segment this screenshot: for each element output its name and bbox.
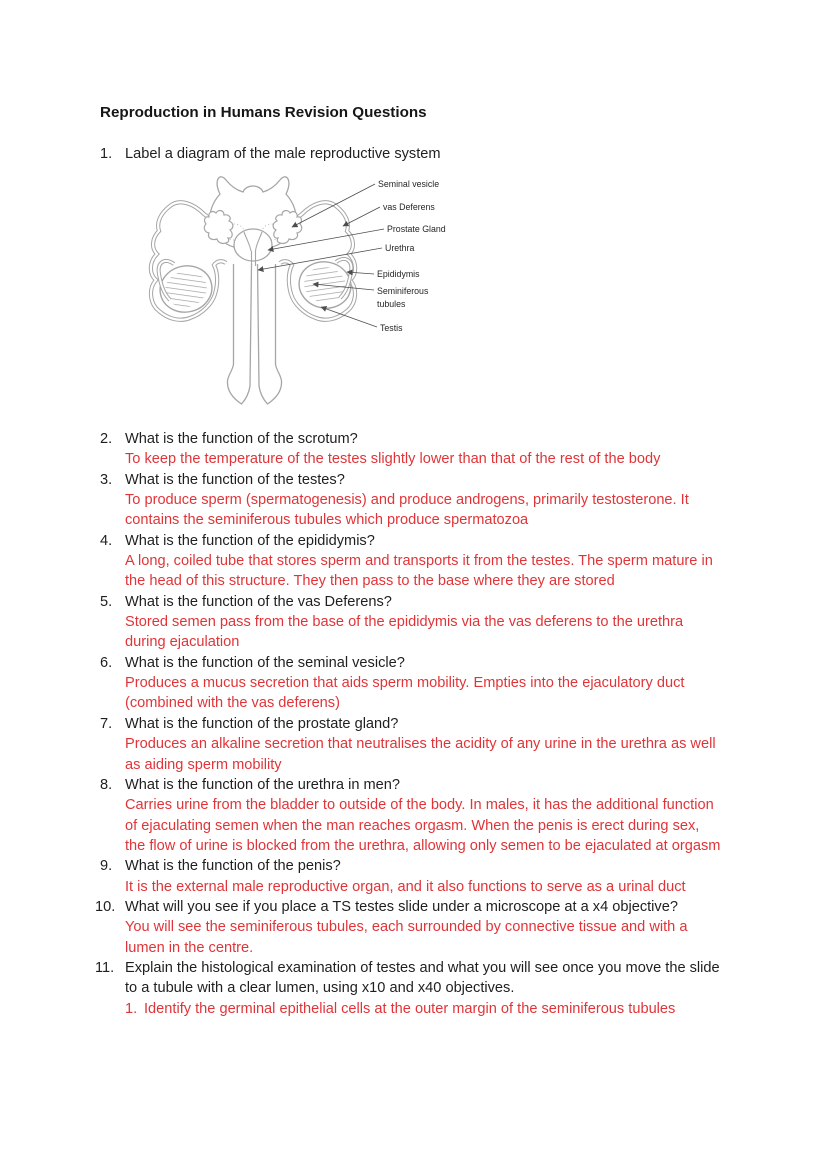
question-number: 6. (100, 654, 113, 671)
question-number: 1. (100, 146, 113, 162)
label-urethra: Urethra (385, 243, 415, 253)
answer-text: You will see the seminiferous tubules, each surrounded by connective tissue and with a lumen in the centre. (125, 919, 688, 956)
question-list (95, 429, 735, 1019)
label-epididymis: Epididymis (377, 269, 420, 279)
question-item (95, 429, 735, 470)
sub-answer-number: 1. (125, 1000, 138, 1017)
question-text: What is the function of the scrotum? (125, 431, 358, 447)
question-item (95, 714, 735, 775)
penis-shaft-right (258, 264, 282, 404)
question-number: 10. (95, 898, 116, 915)
answer-text: Carries urine from the bladder to outside of the body. In males, it has the additional function of ejaculating semen when the man reaches orgasm. When the penis is erect during sex, the flow of urine is blocked from the urethra, allowing only semen to be ejaculated at orgasm (125, 797, 721, 854)
answer-text: A long, coiled tube that stores sperm and transports it from the testes. The sperm mature in the head of this structure. They then pass to the base where they are stored (125, 553, 713, 590)
question-text: What will you see if you place a TS testes slide under a microscope at a x4 objective? (125, 898, 678, 915)
question-text: What is the function of the testes? (125, 471, 345, 488)
question-text: What is the function of the vas Deferens? (125, 593, 392, 610)
page-title: Reproduction in Humans Revision Questions (100, 104, 427, 121)
question-item (95, 470, 735, 531)
label-vas-deferens: vas Deferens (383, 202, 435, 212)
diagram-svg (140, 168, 470, 418)
question-number: 5. (100, 593, 113, 610)
leader-vas-deferens (343, 207, 380, 226)
seminal-vesicle-left-shape (204, 211, 233, 244)
question-number: 8. (100, 776, 113, 793)
question-text: What is the function of the prostate gland? (125, 715, 399, 732)
prostate-shape (234, 229, 272, 261)
question-number: 11. (95, 959, 115, 976)
question-number: 7. (100, 715, 113, 732)
answer-text: To keep the temperature of the testes slightly lower than that of the rest of the body (125, 451, 661, 468)
question-text: What is the function of the seminal vesicle? (125, 654, 405, 671)
question-item (95, 531, 735, 592)
label-tubules: tubules (377, 299, 406, 309)
question-text: Label a diagram of the male reproductive system (125, 146, 441, 162)
question-number: 4. (100, 532, 113, 549)
answer-text: Stored semen pass from the base of the epididymis via the vas deferens to the urethra during ejaculation (125, 614, 684, 651)
label-testis: Testis (380, 323, 403, 333)
sub-answer (125, 999, 721, 1019)
question-item (95, 856, 735, 897)
answer-text: It is the external male reproductive organ, and it also functions to serve as a urinal duct (125, 878, 686, 895)
question-number: 2. (100, 431, 113, 447)
label-seminal-vesicle: Seminal vesicle (378, 179, 440, 189)
question-item (95, 775, 735, 856)
label-seminiferous: Seminiferous (377, 286, 429, 296)
diagram-labels (377, 179, 446, 333)
question-item (95, 958, 735, 1019)
question-item (95, 897, 735, 958)
question-text: What is the function of the epididymis? (125, 532, 375, 549)
leader-seminal-vesicle (292, 184, 375, 227)
question-item (95, 592, 735, 653)
question-item (95, 653, 735, 714)
answer-text: To produce sperm (spermatogenesis) and produce androgens, primarily testosterone. It contains the seminiferous tubules which produce spermatozoa (125, 492, 689, 529)
question-item (95, 144, 735, 164)
question-number: 3. (100, 471, 113, 488)
penis-shaft-left (227, 264, 251, 404)
seminal-vesicle-right-shape (273, 211, 302, 244)
question-text: What is the function of the penis? (125, 858, 341, 875)
label-prostate-gland: Prostate Gland (387, 224, 446, 234)
question-number: 9. (100, 858, 113, 875)
question-text: Explain the histological examination of testes and what you will see once you move the slide to a tubule with a clear lumen, using x10 and x40 objectives. (125, 959, 720, 997)
question-text: What is the function of the urethra in men? (125, 776, 401, 793)
male-reproductive-diagram (140, 168, 470, 418)
answer-text: Produces a mucus secretion that aids sperm mobility. Empties into the ejaculatory duct (combined with the vas deferens) (125, 675, 685, 712)
answer-text: Produces an alkaline secretion that neutralises the acidity of any urine in the urethra as well as aiding sperm mobility (125, 736, 716, 773)
sub-answer-text: Identify the germinal epithelial cells at the outer margin of the seminiferous tubules (144, 1000, 676, 1017)
